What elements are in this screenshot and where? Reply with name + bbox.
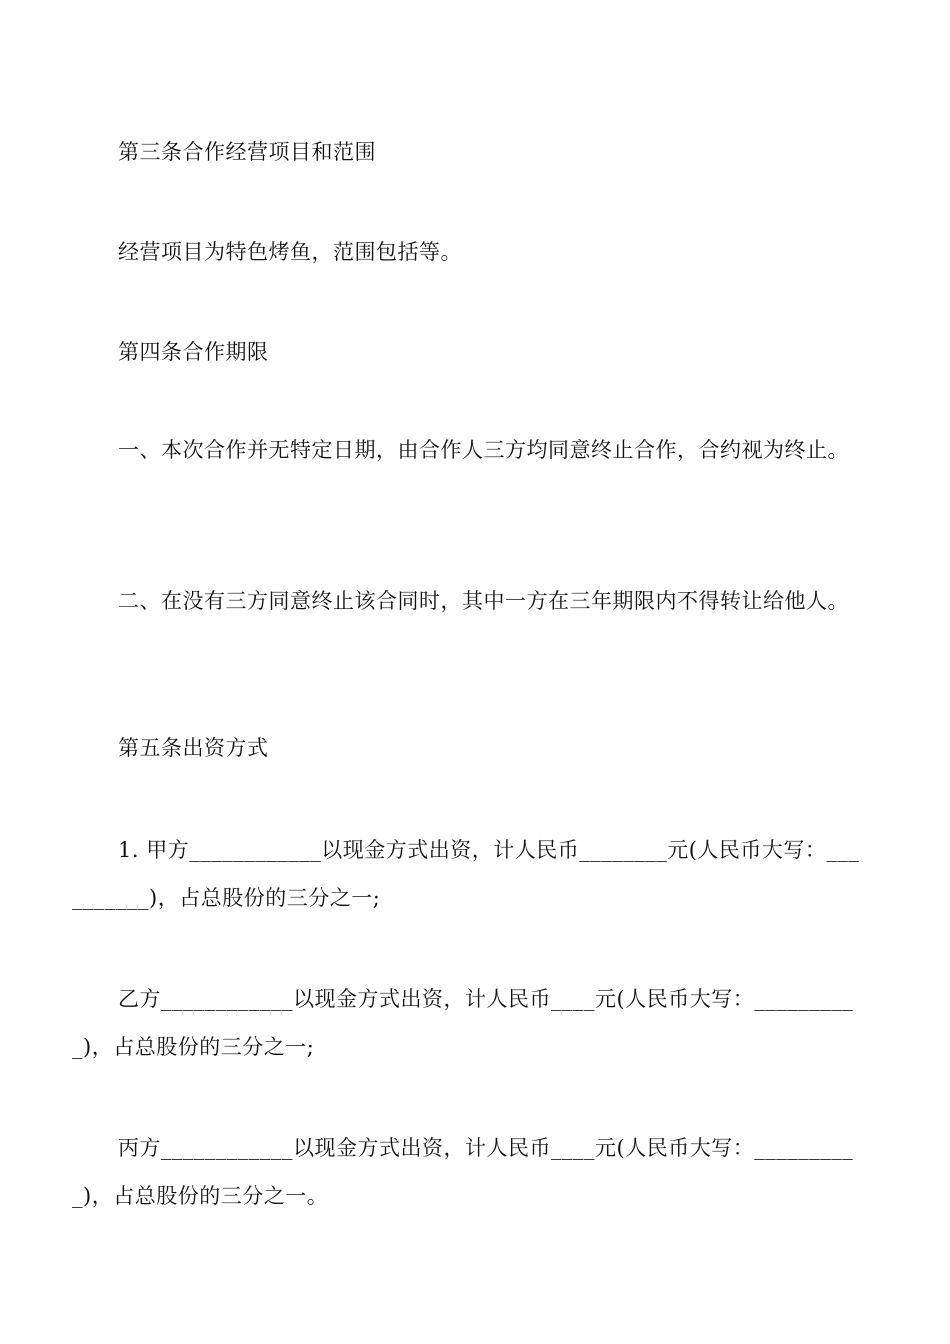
article3-body: 经营项目为特色烤鱼，范围包括等。 xyxy=(118,240,462,264)
article4-item-2: 二、在没有三方同意终止该合同时，其中一方在三年期限内不得转让给他人。 xyxy=(118,589,849,613)
article5-heading: 第五条出资方式 xyxy=(118,736,269,760)
party-c-contribution-line-1: 丙方____________以现金方式出资，计人民币____元(人民币大写：_________ xyxy=(118,1136,854,1160)
party-a-contribution-line-1: 1. 甲方____________以现金方式出资，计人民币________元(人民币大写：___ xyxy=(118,838,860,862)
article4-heading: 第四条合作期限 xyxy=(118,340,269,364)
article3-heading: 第三条合作经营项目和范围 xyxy=(118,140,376,164)
party-c-contribution-line-2: _)，占总股份的三分之一。 xyxy=(72,1184,329,1208)
party-a-contribution-line-2: _______)，占总股份的三分之一; xyxy=(72,886,381,910)
party-b-contribution-line-2: _)，占总股份的三分之一; xyxy=(72,1035,315,1059)
article4-item-1: 一、本次合作并无特定日期，由合作人三方均同意终止合作，合约视为终止。 xyxy=(118,438,849,462)
party-b-contribution-line-1: 乙方____________以现金方式出资，计人民币____元(人民币大写：_________ xyxy=(118,987,854,1011)
